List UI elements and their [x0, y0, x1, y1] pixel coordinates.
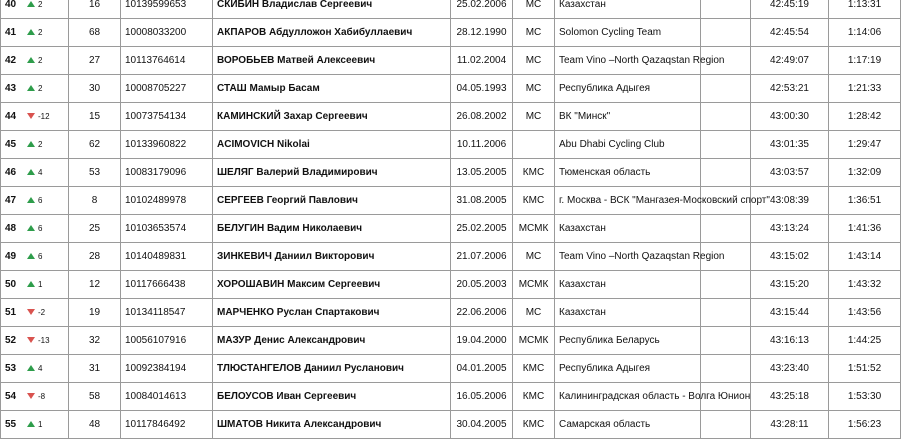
bib-number: 31: [69, 355, 121, 383]
spacer-cell: [701, 75, 751, 103]
team-name: Solomon Cycling Team: [555, 19, 701, 47]
team-name: г. Москва - ВСК "Мангазея-Московский спорт": [555, 187, 701, 215]
position-cell: [1, 0, 69, 19]
time-gap: 1:56:23: [829, 411, 901, 439]
uci-id: 10134118547: [121, 299, 213, 327]
category: МС: [513, 103, 555, 131]
time-gap: 1:29:47: [829, 131, 901, 159]
total-time: 43:16:13: [751, 327, 829, 355]
position-number: 48: [5, 223, 17, 234]
uci-id: 10083179096: [121, 159, 213, 187]
spacer-cell: [701, 159, 751, 187]
position-cell: [1, 187, 69, 215]
category: КМС: [513, 411, 555, 439]
position-cell: [1, 103, 69, 131]
spacer-cell: [701, 0, 751, 19]
total-time: 43:15:02: [751, 243, 829, 271]
category: [513, 131, 555, 159]
category: МС: [513, 243, 555, 271]
position-number: 47: [5, 195, 17, 206]
uci-id: 10103653574: [121, 215, 213, 243]
position-cell: [1, 131, 69, 159]
time-gap: 1:43:56: [829, 299, 901, 327]
table-row: [1, 19, 901, 47]
rider-name: ЗИНКЕВИЧ Даниил Викторович: [213, 243, 451, 271]
rider-name: ВОРОБЬЕВ Матвей Алексеевич: [213, 47, 451, 75]
table-row: [1, 411, 901, 439]
team-name: Казахстан: [555, 299, 701, 327]
position-cell: [1, 299, 69, 327]
position-cell: [1, 19, 69, 47]
rider-name: СКИБИН Владислав Сергеевич: [213, 0, 451, 19]
spacer-cell: [701, 19, 751, 47]
spacer-cell: [701, 271, 751, 299]
position-change: -8: [38, 391, 46, 401]
total-time: 43:25:18: [751, 383, 829, 411]
team-name: Казахстан: [555, 0, 701, 19]
team-name: Казахстан: [555, 271, 701, 299]
table-row: [1, 103, 901, 131]
table-row: [1, 327, 901, 355]
total-time: 43:15:44: [751, 299, 829, 327]
position-number: 49: [5, 251, 17, 262]
table-row: [1, 271, 901, 299]
uci-id: 10139599653: [121, 0, 213, 19]
table-row: [1, 187, 901, 215]
rider-name: ТЛЮСТАНГЕЛОВ Даниил Русланович: [213, 355, 451, 383]
bib-number: 30: [69, 75, 121, 103]
bib-number: 27: [69, 47, 121, 75]
birth-date: 04.05.1993: [451, 75, 513, 103]
bib-number: 19: [69, 299, 121, 327]
table-row: [1, 75, 901, 103]
triangle-up-icon: [27, 225, 35, 231]
uci-id: 10117666438: [121, 271, 213, 299]
table-row: [1, 243, 901, 271]
category: МСМК: [513, 327, 555, 355]
position-number: 50: [5, 279, 17, 290]
time-gap: 1:32:09: [829, 159, 901, 187]
total-time: 43:03:57: [751, 159, 829, 187]
position-number: 55: [5, 419, 17, 430]
position-change: 2: [38, 55, 43, 65]
uci-id: 10056107916: [121, 327, 213, 355]
bib-number: 16: [69, 0, 121, 19]
team-name: Казахстан: [555, 215, 701, 243]
bib-number: 58: [69, 383, 121, 411]
uci-id: 10113764614: [121, 47, 213, 75]
table-row: [1, 0, 901, 19]
position-cell: [1, 159, 69, 187]
spacer-cell: [701, 299, 751, 327]
category: МС: [513, 299, 555, 327]
spacer-cell: [701, 355, 751, 383]
team-name: Team Vino –North Qazaqstan Region: [555, 243, 701, 271]
time-gap: 1:17:19: [829, 47, 901, 75]
time-gap: 1:13:31: [829, 0, 901, 19]
position-number: 42: [5, 55, 17, 66]
category: МС: [513, 47, 555, 75]
time-gap: 1:36:51: [829, 187, 901, 215]
position-change: 2: [38, 0, 43, 9]
total-time: 43:23:40: [751, 355, 829, 383]
position-change: -13: [38, 335, 50, 345]
triangle-up-icon: [27, 421, 35, 427]
bib-number: 28: [69, 243, 121, 271]
category: МС: [513, 19, 555, 47]
position-change: 6: [38, 195, 43, 205]
bib-number: 62: [69, 131, 121, 159]
rider-name: ACIMOVICH Nikolai: [213, 131, 451, 159]
triangle-up-icon: [27, 57, 35, 63]
category: КМС: [513, 159, 555, 187]
time-gap: 1:43:32: [829, 271, 901, 299]
rider-name: МАРЧЕНКО Руслан Спартакович: [213, 299, 451, 327]
triangle-down-icon: [27, 337, 35, 343]
rider-name: СТАШ Мамыр Басам: [213, 75, 451, 103]
position-change: 2: [38, 83, 43, 93]
uci-id: 10092384194: [121, 355, 213, 383]
position-cell: [1, 47, 69, 75]
position-change: 1: [38, 419, 43, 429]
category: МСМК: [513, 271, 555, 299]
birth-date: 28.12.1990: [451, 19, 513, 47]
spacer-cell: [701, 411, 751, 439]
rider-name: БЕЛОУСОВ Иван Сергеевич: [213, 383, 451, 411]
position-change: -12: [38, 111, 50, 121]
position-change: 1: [38, 279, 43, 289]
birth-date: 19.04.2000: [451, 327, 513, 355]
spacer-cell: [701, 103, 751, 131]
category: КМС: [513, 383, 555, 411]
bib-number: 15: [69, 103, 121, 131]
position-change: 2: [38, 139, 43, 149]
category: МСМК: [513, 215, 555, 243]
triangle-down-icon: [27, 309, 35, 315]
table-row: [1, 383, 901, 411]
table-row: [1, 355, 901, 383]
total-time: 42:45:54: [751, 19, 829, 47]
triangle-up-icon: [27, 281, 35, 287]
time-gap: 1:51:52: [829, 355, 901, 383]
birth-date: 21.07.2006: [451, 243, 513, 271]
rider-name: ХОРОШАВИН Максим Сергеевич: [213, 271, 451, 299]
total-time: 42:49:07: [751, 47, 829, 75]
position-cell: [1, 75, 69, 103]
position-number: 46: [5, 167, 17, 178]
total-time: 42:53:21: [751, 75, 829, 103]
triangle-up-icon: [27, 253, 35, 259]
category: МС: [513, 75, 555, 103]
position-number: 44: [5, 111, 17, 122]
triangle-down-icon: [27, 113, 35, 119]
position-number: 40: [5, 0, 17, 10]
bib-number: 68: [69, 19, 121, 47]
total-time: 43:01:35: [751, 131, 829, 159]
total-time: 43:28:11: [751, 411, 829, 439]
total-time: 43:15:20: [751, 271, 829, 299]
triangle-up-icon: [27, 29, 35, 35]
spacer-cell: [701, 327, 751, 355]
time-gap: 1:53:30: [829, 383, 901, 411]
total-time: 43:00:30: [751, 103, 829, 131]
team-name: ВК "Минск": [555, 103, 701, 131]
birth-date: 11.02.2004: [451, 47, 513, 75]
position-cell: [1, 383, 69, 411]
table-row: [1, 47, 901, 75]
team-name: Калининградская область - Волга Юнион: [555, 383, 701, 411]
birth-date: 04.01.2005: [451, 355, 513, 383]
birth-date: 16.05.2006: [451, 383, 513, 411]
spacer-cell: [701, 215, 751, 243]
time-gap: 1:21:33: [829, 75, 901, 103]
position-change: 6: [38, 223, 43, 233]
uci-id: 10073754134: [121, 103, 213, 131]
triangle-up-icon: [27, 197, 35, 203]
uci-id: 10140489831: [121, 243, 213, 271]
position-cell: [1, 271, 69, 299]
team-name: Тюменская область: [555, 159, 701, 187]
table-row: [1, 131, 901, 159]
position-number: 54: [5, 391, 17, 402]
category: КМС: [513, 355, 555, 383]
uci-id: 10008705227: [121, 75, 213, 103]
triangle-up-icon: [27, 1, 35, 7]
position-change: 4: [38, 167, 43, 177]
uci-id: 10102489978: [121, 187, 213, 215]
table-row: [1, 159, 901, 187]
birth-date: 10.11.2006: [451, 131, 513, 159]
rider-name: АКПАРОВ Абдулложон Хабибуллаевич: [213, 19, 451, 47]
birth-date: 25.02.2005: [451, 215, 513, 243]
triangle-up-icon: [27, 85, 35, 91]
position-number: 43: [5, 83, 17, 94]
position-cell: [1, 243, 69, 271]
birth-date: 20.05.2003: [451, 271, 513, 299]
triangle-down-icon: [27, 393, 35, 399]
rider-name: МАЗУР Денис Александрович: [213, 327, 451, 355]
position-change: -2: [38, 307, 46, 317]
position-number: 52: [5, 335, 17, 346]
position-change: 6: [38, 251, 43, 261]
bib-number: 12: [69, 271, 121, 299]
team-name: Республика Беларусь: [555, 327, 701, 355]
bib-number: 48: [69, 411, 121, 439]
bib-number: 53: [69, 159, 121, 187]
rider-name: ШМАТОВ Никита Александрович: [213, 411, 451, 439]
rider-name: СЕРГЕЕВ Георгий Павлович: [213, 187, 451, 215]
time-gap: 1:14:06: [829, 19, 901, 47]
bib-number: 25: [69, 215, 121, 243]
total-time: 43:08:39: [751, 187, 829, 215]
birth-date: 30.04.2005: [451, 411, 513, 439]
position-number: 41: [5, 27, 17, 38]
position-number: 45: [5, 139, 17, 150]
bib-number: 32: [69, 327, 121, 355]
team-name: Abu Dhabi Cycling Club: [555, 131, 701, 159]
rider-name: БЕЛУГИН Вадим Николаевич: [213, 215, 451, 243]
position-cell: [1, 355, 69, 383]
triangle-up-icon: [27, 141, 35, 147]
time-gap: 1:41:36: [829, 215, 901, 243]
position-change: 4: [38, 363, 43, 373]
uci-id: 10117846492: [121, 411, 213, 439]
birth-date: 22.06.2006: [451, 299, 513, 327]
triangle-up-icon: [27, 365, 35, 371]
time-gap: 1:28:42: [829, 103, 901, 131]
results-body: [1, 0, 901, 439]
rider-name: КАМИНСКИЙ Захар Сергеевич: [213, 103, 451, 131]
uci-id: 10084014613: [121, 383, 213, 411]
time-gap: 1:43:14: [829, 243, 901, 271]
position-cell: [1, 327, 69, 355]
rider-name: ШЕЛЯГ Валерий Владимирович: [213, 159, 451, 187]
category: МС: [513, 0, 555, 19]
birth-date: 13.05.2005: [451, 159, 513, 187]
uci-id: 10008033200: [121, 19, 213, 47]
birth-date: 26.08.2002: [451, 103, 513, 131]
bib-number: 8: [69, 187, 121, 215]
table-row: [1, 299, 901, 327]
birth-date: 25.02.2006: [451, 0, 513, 19]
uci-id: 10133960822: [121, 131, 213, 159]
birth-date: 31.08.2005: [451, 187, 513, 215]
team-name: Team Vino –North Qazaqstan Region: [555, 47, 701, 75]
position-cell: [1, 411, 69, 439]
position-cell: [1, 215, 69, 243]
triangle-up-icon: [27, 169, 35, 175]
team-name: Самарская область: [555, 411, 701, 439]
position-change: 2: [38, 27, 43, 37]
time-gap: 1:44:25: [829, 327, 901, 355]
team-name: Республика Адыгея: [555, 355, 701, 383]
position-number: 53: [5, 363, 17, 374]
spacer-cell: [701, 131, 751, 159]
team-name: Республика Адыгея: [555, 75, 701, 103]
category: КМС: [513, 187, 555, 215]
table-row: [1, 215, 901, 243]
total-time: 42:45:19: [751, 0, 829, 19]
position-number: 51: [5, 307, 17, 318]
total-time: 43:13:24: [751, 215, 829, 243]
